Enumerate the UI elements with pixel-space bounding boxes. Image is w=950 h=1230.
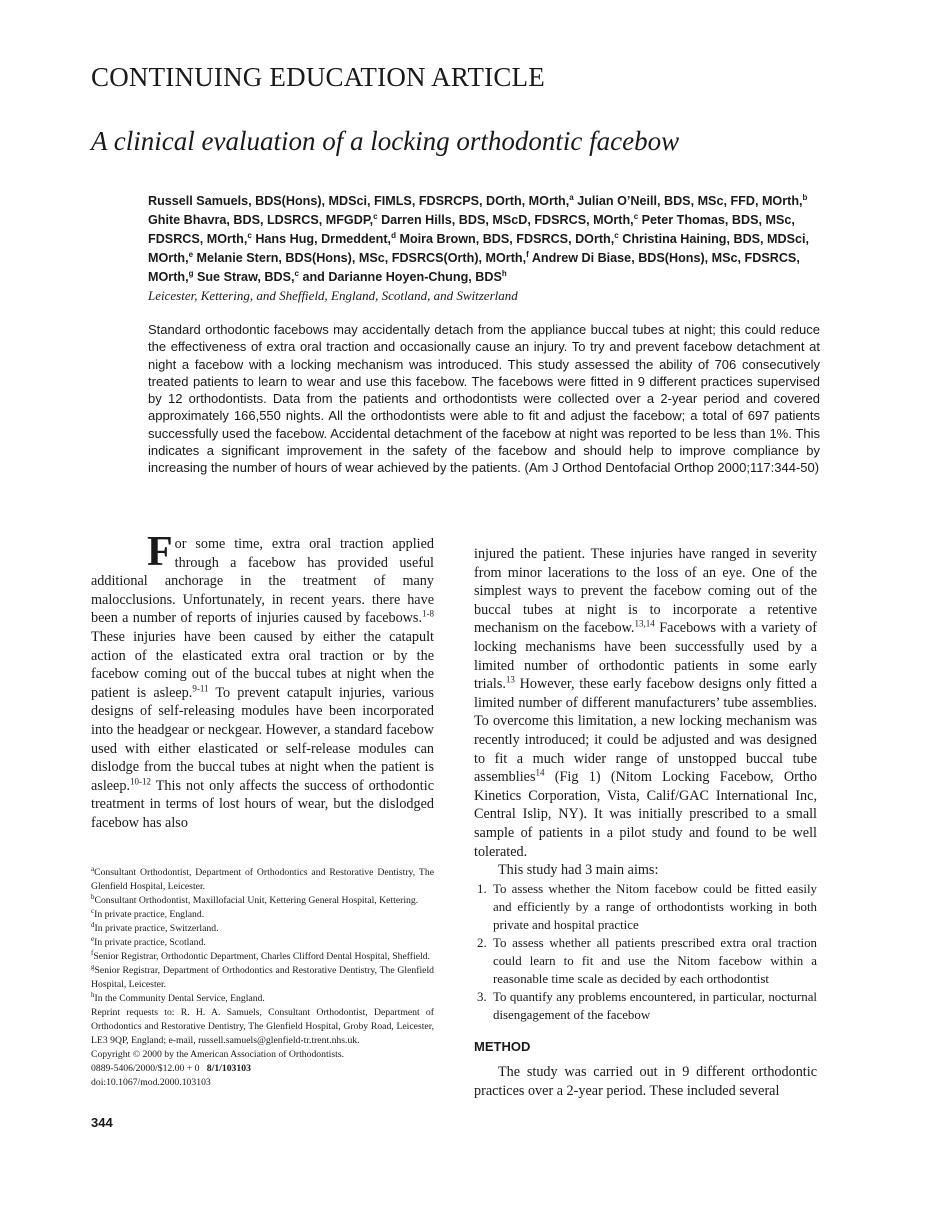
section-heading: CONTINUING EDUCATION ARTICLE	[91, 62, 545, 92]
method-heading: METHOD	[474, 1039, 531, 1055]
article-title: A clinical evaluation of a locking orthodontic facebow	[91, 126, 680, 156]
footnote-mark: g	[91, 962, 95, 971]
author: Andrew Di Biase, BDS(Hons), MSc, FDSRCS, MOrth,	[148, 251, 800, 284]
author-affil-mark: c	[247, 230, 252, 240]
issn-line	[91, 1062, 434, 1076]
author: Russell Samuels, BDS(Hons), MDSci, FIMLS, FDSRCPS, DOrth, MOrth,	[148, 194, 570, 208]
body-text: injured the patient. These injuries have ranged in severity from minor lacerations to the loss of an eye. One of the simplest ways to prevent the facebow coming out of the buccal tubes at night is to incorporate a retentive mechanism on the facebow.	[474, 546, 817, 637]
body-column-left	[91, 529, 434, 833]
affiliation-line: Leicester, Kettering, and Sheffield, England, Scotland, and Switzerland	[148, 288, 518, 303]
citation-ref: 13	[505, 674, 515, 685]
citation-ref: 14	[535, 767, 545, 778]
issn: 0889-5406/2000/$12.00 + 0	[91, 1063, 200, 1074]
footnote-mark: a	[91, 864, 95, 873]
author: Melanie Stern, BDS(Hons), MSc, FDSRCS(Orth), MOrth,	[196, 251, 527, 265]
citation-ref: 10-12	[130, 775, 151, 786]
author-affil-mark: h	[501, 268, 507, 278]
footnote-text: In the Community Dental Service, England.	[94, 993, 265, 1004]
copyright-line: Copyright © 2000 by the American Association of Orthodontists.	[91, 1049, 345, 1060]
author: Sue Straw, BDS,	[196, 270, 295, 284]
list-item-text: To assess whether the Nitom facebow could be fitted easily and efficiently by a range of orthodontists working in both private and hospital practice	[493, 881, 817, 932]
author: Moira Brown, BDS, FDSRCS, DOrth,	[399, 232, 615, 246]
footnote	[91, 894, 434, 908]
body-text: This not only affects the success of orthodontic treatment in terms of lost hours of wear, but the dislodged facebow has also	[91, 777, 434, 831]
author: Julian O’Neill, BDS, MSc, FFD, MOrth,	[577, 194, 803, 208]
footnote	[91, 908, 434, 922]
citation-ref: 1-8	[422, 608, 434, 619]
drop-cap: F	[147, 529, 173, 575]
footnote-text: Senior Registrar, Department of Orthodontics and Restorative Dentistry, The Glenfield Hospital, Leicester.	[91, 965, 434, 990]
author-affil-mark: c	[614, 230, 619, 240]
footnote-text: Consultant Orthodontist, Department of Orthodontics and Restorative Dentistry, The Glenfield Hospital, Leicester.	[91, 867, 434, 892]
footnote-text: In private practice, England.	[94, 909, 205, 920]
citation-ref: 9-11	[192, 683, 209, 694]
page-number: 344	[91, 1115, 113, 1130]
list-item	[474, 880, 817, 934]
author-affil-mark: a	[569, 192, 574, 202]
body-text: or some time, extra oral traction applied through a facebow has provided useful additional anchorage in the treatment of many malocclusions. Unfortunately, in recent years. there have been a number of reports of injuries caused by facebows.	[91, 536, 434, 627]
footnote	[91, 992, 434, 1006]
footnote	[91, 936, 434, 950]
issn-code: 8/1/103103	[206, 1063, 251, 1074]
footnote-mark: h	[91, 990, 95, 999]
author-affil-mark: c	[373, 211, 378, 221]
citation-ref: 13,14	[634, 618, 655, 629]
footnote-mark: e	[91, 934, 95, 943]
footnote-mark: c	[91, 906, 95, 915]
footnote-mark: b	[91, 892, 95, 901]
author-affil-mark: f	[526, 249, 529, 259]
footnote-mark: f	[91, 948, 94, 957]
aims-list	[474, 880, 817, 1025]
author: Ghite Bhavra, BDS, LDSRCS, MFGDP,	[148, 213, 374, 227]
author: Peter Thomas, BDS, MSc, FDSRCS, MOrth,	[148, 213, 795, 246]
footnote-mark: d	[91, 920, 95, 929]
list-number: 1.	[477, 881, 487, 896]
body-paragraph	[474, 545, 817, 861]
author: Hans Hug, Drmeddent,	[255, 232, 392, 246]
body-text: However, these early facebow designs only fitted a limited number of different manufacturers’ tube assemblies. To overcome this limitation, a new locking mechanism was recently introduced; it could be adjusted and was designed to fit a much wider range of unstopped buccal tube assemblies	[474, 676, 817, 786]
list-item-text: To assess whether all patients prescribed extra oral traction could learn to fit and use the Nitom facebow within a reasonable time scale as decided by each orthodontist	[493, 935, 817, 987]
list-number: 2.	[477, 935, 487, 950]
author-affil-mark: g	[188, 268, 194, 278]
body-text: (Fig 1) (Nitom Locking Facebow, Ortho Kinetics Corporation, Vista, Calif/GAC International Inc, Central Islip, NY). It was initially prescribed to a small sample of patients in a pilot study and found to be well tolerated.	[474, 769, 817, 860]
author-affil-mark: d	[391, 230, 396, 240]
author: Darren Hills, BDS, MScD, FDSRCS, MOrth,	[381, 213, 634, 227]
reprint-requests: Reprint requests to: R. H. A. Samuels, Consultant Orthodontist, Department of Orthodontics and Restorative Dentistry, The Glenfield Hospital, Groby Road, Leicester, LE3 9QP, England; e-mail, russell.samuels@glenfield-tr.trent.nhs.uk.	[91, 1007, 434, 1046]
footnote	[91, 950, 434, 964]
footnote-text: In private practice, Switzerland.	[94, 923, 219, 934]
author-affil-mark: e	[188, 249, 194, 259]
footnote-text: In private practice, Scotland.	[94, 937, 206, 948]
author: and Darianne Hoyen-Chung, BDS	[302, 270, 502, 284]
body-text: Facebows with a variety of locking mechanisms have been successfully used by a limited number of orthodontic patients in some early trials.	[474, 620, 817, 693]
author: Christina Haining, BDS, MDSci, MOrth,	[148, 232, 810, 265]
footnote-text: Senior Registrar, Orthodontic Department, Charles Clifford Dental Hospital, Sheffield.	[93, 951, 430, 962]
footnote-text: Consultant Orthodontist, Maxillofacial Unit, Kettering General Hospital, Kettering.	[94, 895, 419, 906]
list-item	[474, 934, 817, 988]
method-paragraph: The study was carried out in 9 different orthodontic practices over a 2-year period. These included several	[474, 1064, 817, 1099]
doi-line: doi:10.1067/mod.2000.103103	[91, 1077, 211, 1088]
body-text: To prevent catapult injuries, various designs of self-releasing modules have been incorporated into the headgear or neckgear. However, a standard facebow used with either elasticated or self-release modules can dislodge from the buccal tubes at night when the patient is asleep.	[91, 684, 434, 794]
author-list	[148, 192, 828, 287]
intro-paragraph	[91, 529, 434, 833]
author-affil-mark: c	[633, 211, 639, 221]
footnote	[91, 866, 434, 894]
aims-intro: This study had 3 main aims:	[498, 862, 659, 879]
footnote	[91, 922, 434, 936]
body-column-right	[474, 545, 817, 1100]
author-affil-mark: c	[294, 268, 299, 278]
list-item	[474, 988, 817, 1024]
abstract: Standard orthodontic facebows may accidentally detach from the appliance buccal tubes at night; this could reduce the effectiveness of extra oral traction and occasionally cause an injury. To try and prevent facebow detachment at night a facebow with a locking mechanism was introduced. This study assessed the ability of 706 consecutively treated patients to learn to wear and use this facebow. The facebows were fitted in 9 different practices supervised by 12 orthodontists. Data from the patients and orthodontists were collected over a 2-year period and covered approximately 166,550 nights. All the orthodontists were able to fit and adjust the facebow; a total of 697 patients successfully used the facebow. Accidental detachment of the facebow at night was reported to be less than 1%. This indicates a significant improvement in the safety of the facebow and should help to improve compliance by increasing the number of hours of wear achieved by the patients. (Am J Orthod Dentofacial Orthop 2000;117:344-50)	[148, 322, 820, 476]
footnote	[91, 964, 434, 992]
list-item-text: To quantify any problems encountered, in particular, nocturnal disengagement of the facebow	[493, 990, 817, 1023]
list-number: 3.	[477, 990, 487, 1005]
body-text: These injuries have been caused by either the catapult action of the elasticated extra oral traction or by the facebow coming out of the buccal tubes at night when the patient is asleep.	[91, 628, 434, 701]
author-affil-mark: b	[802, 192, 808, 202]
footnotes	[91, 866, 434, 1090]
